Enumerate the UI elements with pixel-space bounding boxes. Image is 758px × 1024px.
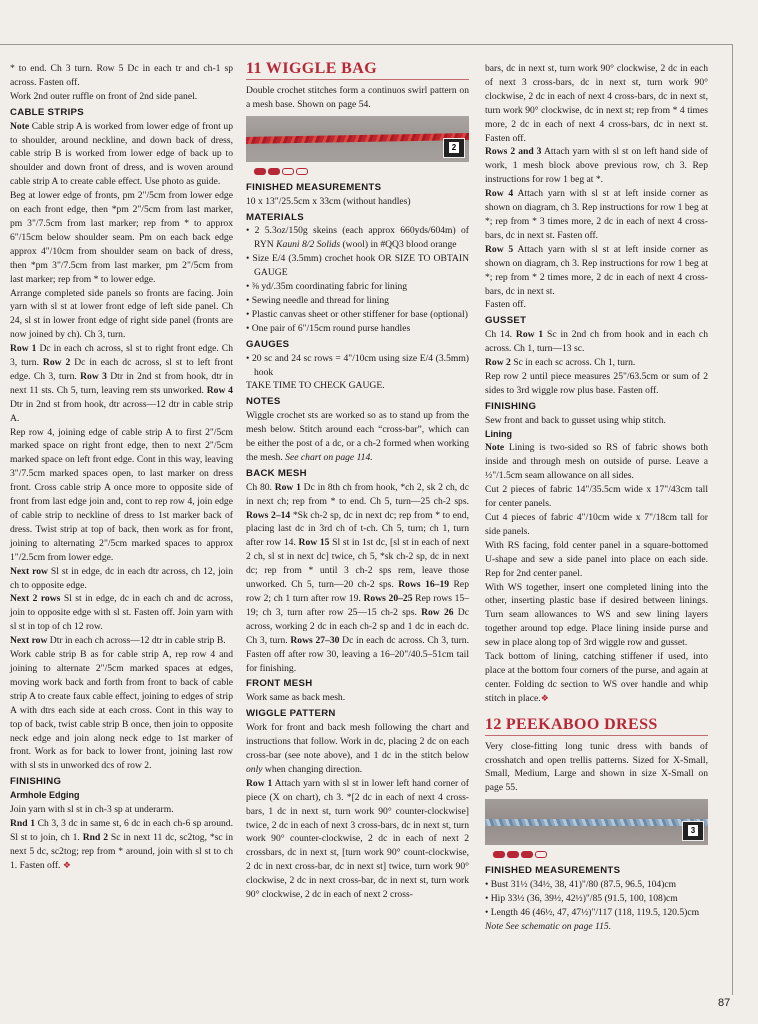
list-item: • Size E/4 (3.5mm) crochet hook OR SIZE TO OBTAIN GAUGE <box>246 253 469 279</box>
yarn-weight-icon: 2 <box>443 138 465 158</box>
section-heading: FINISHING <box>485 400 537 412</box>
section-heading: FINISHING <box>10 776 62 788</box>
paragraph: Next 2 rows Sl st in edge, dc in each ch and dc across, join to opposite edge with sl st. Fasten off. Join yarn with sl st in top of ch 12 row. <box>10 593 233 633</box>
section-heading: FINISHED MEASUREMENTS <box>246 181 382 193</box>
section-heading: WIGGLE PATTERN <box>246 708 336 720</box>
paragraph: Cut 4 pieces of fabric 4"/10cm wide x 7"/18cm tall for side panels. <box>485 512 708 537</box>
paragraph: Fasten off. <box>485 299 526 311</box>
paragraph: Row 5 Attach yarn with sl st at left inside corner as shown on diagram, ch 3. Rep instructions for row 1 beg at *; rep from * 2 times more, 2 dc in each of next 4 cross-bars, dc in next st. <box>485 243 709 297</box>
paragraph: Cut 2 pieces of fabric 14"/35.5cm wide x 17"/43cm tall for center panels. <box>485 484 708 510</box>
paragraph: Sew front and back to gusset using whip stitch. <box>485 414 666 426</box>
list-item: • 20 sc and 24 sc rows = 4"/10cm using size E/4 (3.5mm) hook <box>246 352 469 378</box>
yarn-weight-icon: 3 <box>682 821 704 841</box>
paragraph: Ch 14. Row 1 Sc in 2nd ch from hook and in each ch across. Ch 1, turn—13 sc. <box>485 329 708 355</box>
paragraph: Double crochet stitches form a continuos swirl pattern on a mesh base. Shown on page 54. <box>246 84 469 110</box>
paragraph: Very close-fitting long tunic dress with bands of crosshatch and open trellis patterns. Sized for X-Small, Small, Medium, Large and shown in size X-Small on page 55. <box>485 740 708 794</box>
list-item: • Hip 33½ (36, 39½, 42½)"/85 (91.5, 100, 108)cm <box>485 893 678 905</box>
pattern-title: 11 WIGGLE BAG <box>246 62 469 80</box>
section-heading: FRONT MESH <box>246 678 313 690</box>
list-item: • Plastic canvas sheet or other stiffener for base (optional) <box>246 308 468 320</box>
paragraph: Next row Sl st in edge, dc in each dtr across, ch 12, join ch to opposite edge. <box>10 565 233 591</box>
paragraph: Note Lining is two-sided so RS of fabric shows both inside and through mesh on outside of purse. Leave a ½"/1.5cm seam allowance on all sides. <box>485 442 708 482</box>
paragraph: Work 2nd outer ruffle on front of 2nd side panel. <box>10 90 198 102</box>
column-1 <box>10 62 233 873</box>
paragraph: 10 x 13"/25.5cm x 33cm (without handles) <box>246 195 411 207</box>
section-heading: CABLE STRIPS <box>10 106 84 118</box>
paragraph: Row 4 Attach yarn with sl st at left inside corner as shown on diagram, ch 3. Rep instructions for row 1 beg at *; rep from * 3 times more, 2 dc in each of next 4 cross-bars, dc in next st. Fasten off. <box>485 188 709 241</box>
paragraph: Rep row 4, joining edge of cable strip A to first 2"/5cm marked space on right front edge, then to next 2"/5cm marked space on left front edge. Cont in this way, leaving 3"/7.5cm marked spaces open, to last marker on dress front. Cross cable strip A once more to opposite side of front from last edge join and, cont to rep row 4, join edge of cable strip to neckline of dress to 1st marker back of dress. Twist strip at top of back, then work as for front, joining to alternating 2"/5cm marked spaces to approx 1"/2.5cm from lower edge. <box>10 426 233 563</box>
page-number: 87 <box>718 997 731 1009</box>
list-item: • One pair of 6"/15cm round purse handles <box>246 322 411 334</box>
paragraph: Row 1 Attach yarn with sl st in lower left hand corner of piece (X on chart), ch 3. *[2 dc in each of next 4 cross-bars, 1 dc in next st, turn work 90° counter-clockwise] twice, 2 dc in each of next 3 cross-bars, dc in next st, turn work 90° counter-clockwise, 2 dc in each of next 2 crossbars, dc in next st, [turn work 90° count-clockwise, 2 dc in next cross-bar, dc in next st] twice, turn work 90° clockwise, 2 dc in next cross-bar, dc in next st, turn work 90° clockwise, 2 dc in each of next 2 cross- <box>246 777 469 901</box>
section-heading: NOTES <box>246 396 281 408</box>
paragraph: TAKE TIME TO CHECK GAUGE. <box>246 380 385 392</box>
list-item: • ⅜ yd/.35m coordinating fabric for lining <box>246 281 408 293</box>
skill-level-icon <box>254 168 469 175</box>
end-mark-icon: ❖ <box>540 692 549 703</box>
skill-level-icon <box>493 851 708 858</box>
paragraph: Work for front and back mesh following the chart and instructions that follow. Work in dc, placing 2 dc on each cross-bar (see note above), and 1 dc in the stitch below only when changing direction. <box>246 722 469 775</box>
section-heading: MATERIALS <box>246 211 304 223</box>
paragraph: * to end. Ch 3 turn. Row 5 Dc in each tr and ch-1 sp across. Fasten off. <box>10 63 233 88</box>
pattern-title: 12 PEEKABOO DRESS <box>485 718 708 736</box>
paragraph: Rows 2 and 3 Attach yarn with sl st on left hand side of work, 1 mesh block above previous row, ch 3. Rep instructions for row 1 beg at *. <box>485 146 708 186</box>
list-item: • Sewing needle and thread for lining <box>246 294 389 306</box>
paragraph: bars, dc in next st, turn work 90° clockwise, 2 dc in each of next 3 cross-bars, dc in next st, turn work 90° clockwise, 2 dc in each of next 4 cross-bars, dc in next st, turn work 90° clockwise, dc in next st; rep from * 4 times more, 2 dc in each of next 4 cross-bars, dc in next st. Fasten off. <box>485 63 708 144</box>
paragraph: Note Cable strip A is worked from lower edge of front up to shoulder, around neckline, and down back of dress, cable strip B is worked from lower edge of back up to shoulder and down front of dress, and is woven around cable strip A to create cable effect. Use photo as guide. <box>10 120 233 188</box>
paragraph: With WS together, insert one completed lining into the other, inserting plastic base if desired between linings. Turn seam allowances to WS and sew lining layers together around top edge. Place lining inside purse and sew in place along top of 3rd wiggle row and gusset. <box>485 581 708 649</box>
section-heading: BACK MESH <box>246 467 307 479</box>
paragraph: Note See schematic on page 115. <box>485 920 612 932</box>
paragraph: Wiggle crochet sts are worked so as to stand up from the mesh below. Stitch around each “cross-bar”, which can be either the post of a dc, or a ch-2 formed when working the mesh. See chart on page 114. <box>246 410 469 463</box>
paragraph: With RS facing, fold center panel in a square-bottomed U-shape and sew a side panel into place on each side. Rep for 2nd center panel. <box>485 539 708 579</box>
paragraph: Next row Dtr in each ch across—12 dtr in cable strip B. <box>10 635 226 647</box>
paragraph: Beg at lower edge of fronts, pm 2"/5cm from lower edge on each front edge, then *pm 2"/5cm from last marker, pm 3"/7.5cm from last marker; rep from * to approx 6"/15cm below shoulder seam. Pm on each back edge approx 4"/10cm from shoulder seam on back of dress, then *pm 3"/7.5cm from last marker, pm 2"/5cm from last marker; rep from * to lower edge. <box>10 190 233 285</box>
list-item: • 2 5.3oz/150g skeins (each approx 660yds/604m) of RYN Kauni 8/2 Solids (wool) in #QQ3 blood orange <box>246 225 469 251</box>
paragraph: Row 2 Sc in each sc across. Ch 1, turn. <box>485 357 636 369</box>
list-item: • Length 46 (46½, 47, 47½)"/117 (118, 119.5, 120.5)cm <box>485 906 700 918</box>
paragraph: Ch 80. Row 1 Dc in 8th ch from hook, *ch 2, sk 2 ch, dc in next ch; rep from * to end. Ch 5, turn—25 ch-2 sps. Rows 2–14 *Sk ch-2 sp, dc in next dc; rep from * to end, placing last dc in 3rd ch of t-ch. Ch 5, turn; ch 1, turn after row 14. Row 15 Sl st in 1st dc, [sl st in each of next 2 ch, sl st in next dc] twice, ch 5, *sk ch-2 sp, dc in next dc; rep from * until 3 ch-2 sps rem, leave those unworked. Ch 5, turn—20 ch-2 sps. Rows 16–19 Rep row 2; ch 1 turn after row 19. Rows 20–25 Rep rows 15–19; ch 3, turn after row 25—15 ch-2 sps. Row 26 Dc across, working 2 dc in each ch-2 sp and 1 dc in each dc. Ch 3, turn. Rows 27–30 Dc in each dc across. Ch 3, turn. Fasten off after row 30, leaving a 16–20"/40.5–51cm tail for finishing. <box>246 481 469 674</box>
section-heading: GUSSET <box>485 315 527 327</box>
paragraph: Row 1 Dc in each ch across, sl st to right front edge. Ch 3, turn. Row 2 Dc in each dc across, sl st to left front edge. Ch 3, turn. Row 3 Dtr in 2nd st from hook, dtr in next 11 sts. Ch 5, turn, leaving rem sts unworked. Row 4 Dtr in 2nd st from hook, dtr across—12 dtr in cable strip A. <box>10 343 233 424</box>
list-item: • Bust 31½ (34½, 38, 41)"/80 (87.5, 96.5, 104)cm <box>485 879 677 891</box>
paragraph: Rep row 2 until piece measures 25"/63.5cm or sum of 2 sides to 3rd wiggle row plus base. Fasten off. <box>485 370 708 396</box>
paragraph: Tack bottom of lining, catching stiffener if used, into place at the bottom four corners of the purse, and again at center. Folding dc section to WS over handle and whip stitch in place.❖ <box>485 651 708 704</box>
end-mark-icon: ❖ <box>62 859 71 870</box>
paragraph: Rnd 1 Ch 3, 3 dc in same st, 6 dc in each ch-6 sp around. Sl st to join, ch 1. Rnd 2 Sc in next 11 dc, sc2tog, *sc in next 5 dc, sc2tog; rep from * around, join with sl st to ch 1. Fasten off. ❖ <box>10 817 234 871</box>
paragraph: Work same as back mesh. <box>246 692 346 704</box>
subheading: Lining <box>485 428 512 439</box>
yarn-swatch-image <box>246 116 469 162</box>
paragraph: Work cable strip B as for cable strip A, rep row 4 and joining to alternate 2"/5cm marked spaces at edges, moving work back and forth from front to back of cable strip A to create faux cable effect, joining to edges of strip A with dtrs each side at each cross. Cont in this way to top of back, twist cable strip B once, then join to opposite neck edge and join along neck edge to 1st marker of front. Work as for back to lower front, joining last row with sl sts in unworked dcs of row 2. <box>10 649 233 772</box>
column-3 <box>485 62 708 934</box>
column-2 <box>246 62 469 902</box>
section-heading: GAUGES <box>246 338 290 350</box>
yarn-swatch-image <box>485 799 708 845</box>
paragraph: Arrange completed side panels so fronts are facing. Join yarn with sl st at lower front edge of left side panel. Ch 24, sl st in lower front edge of right side panel (fronts are now joined by ch). Ch 3, turn. <box>10 287 233 341</box>
subheading: Armhole Edging <box>10 790 80 801</box>
section-heading: FINISHED MEASUREMENTS <box>485 865 621 877</box>
paragraph: Join yarn with sl st in ch-3 sp at underarm. <box>10 804 174 816</box>
